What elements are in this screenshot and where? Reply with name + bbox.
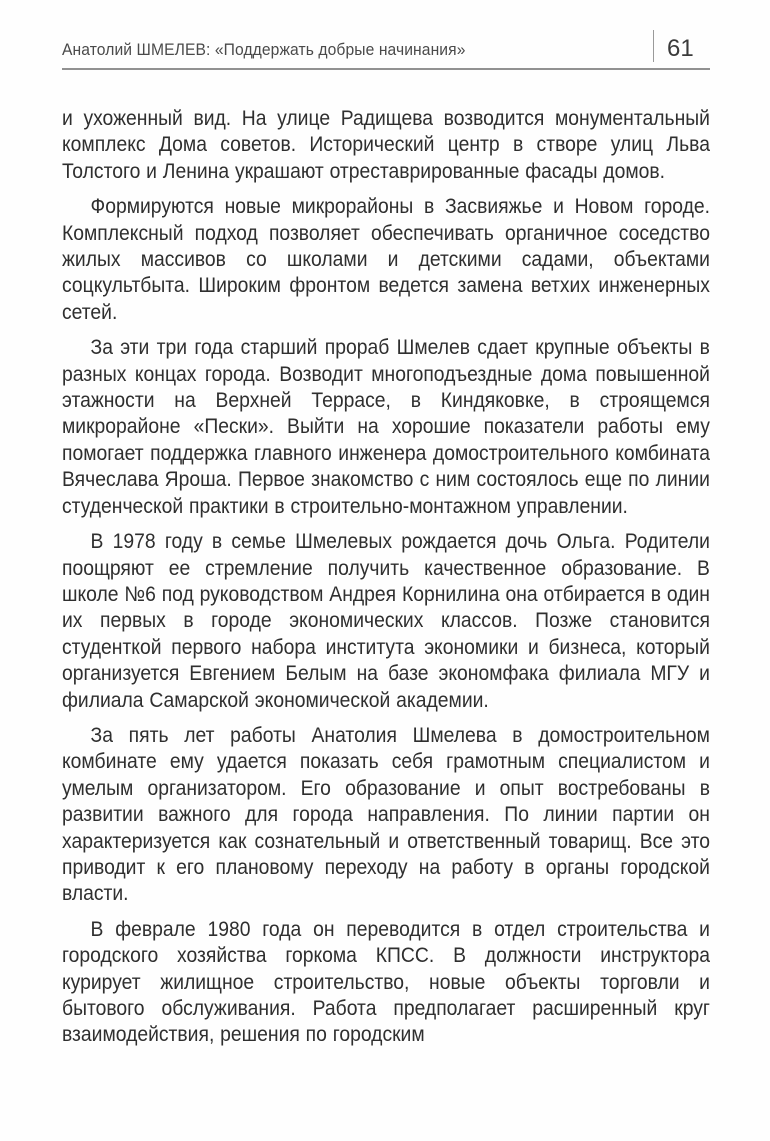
paragraph: В феврале 1980 года он переводится в отдел строительства и городского хозяйства горкома КПСС. В должности инструктора курирует жилищное строительство, новые объекты торговли и бытового обслуживания. Работа предполагает расширенный круг взаимодействия, решения по городским [62,917,710,1047]
paragraph: Формируются новые микрорайоны в Засвияжье и Новом городе. Комплексный подход позволяет обеспечивать органичное соседство жилых массивов со школами и детскими садами, объектами соцкультбыта. Широким фронтом ведется замена ветхих инженерных сетей. [62,195,710,324]
page-header [62,30,710,70]
body-text-column [62,106,710,1058]
page-number: 61 [667,35,694,62]
paragraph: За пять лет работы Анатолия Шмелева в домостроительном комбинате ему удается показать себя грамотным специалистом и умелым организатором. Его образование и опыт востребованы в развитии важного для города направления. По линии партии он характеризуется как сознательный и ответственный товарищ. Все это приводит к его плановому переходу на работу в органы городской власти. [62,723,710,906]
paragraph: За эти три года старший прораб Шмелев сдает крупные объекты в разных концах города. Возводит многоподъездные дома повышенной этажности на Верхней Террасе, в Киндяковке, в строящемся микрорайоне «Пески». Выйти на хорошие показатели работы ему помогает поддержка главного инженера домостроительного комбината Вячеслава Яроша. Первое знакомство с ним состоялось еще по линии студенческой практики в строительно-монтажном управлении. [62,336,710,518]
running-title: Анатолий ШМЕЛЕВ: «Поддержать добрые начинания» [62,40,466,59]
paragraph-continuation: и ухоженный вид. На улице Радищева возводится монументальный комплекс Дома советов. Исторический центр в створе улиц Льва Толстого и Ленина украшают отреставрированные фасады домов. [62,107,710,183]
running-title-wrap [62,40,653,62]
paragraph: В 1978 году в семье Шмелевых рождается дочь Ольга. Родители поощряют ее стремление получить качественное образование. В школе №6 под руководством Андрея Корнилина она отбирается в один их первых в городе экономических классов. Позже становится студенткой первого набора института экономики и бизнеса, который организуется Евгением Белым на базе экономфака филиала МГУ и филиала Самарской экономической академии. [62,530,710,712]
